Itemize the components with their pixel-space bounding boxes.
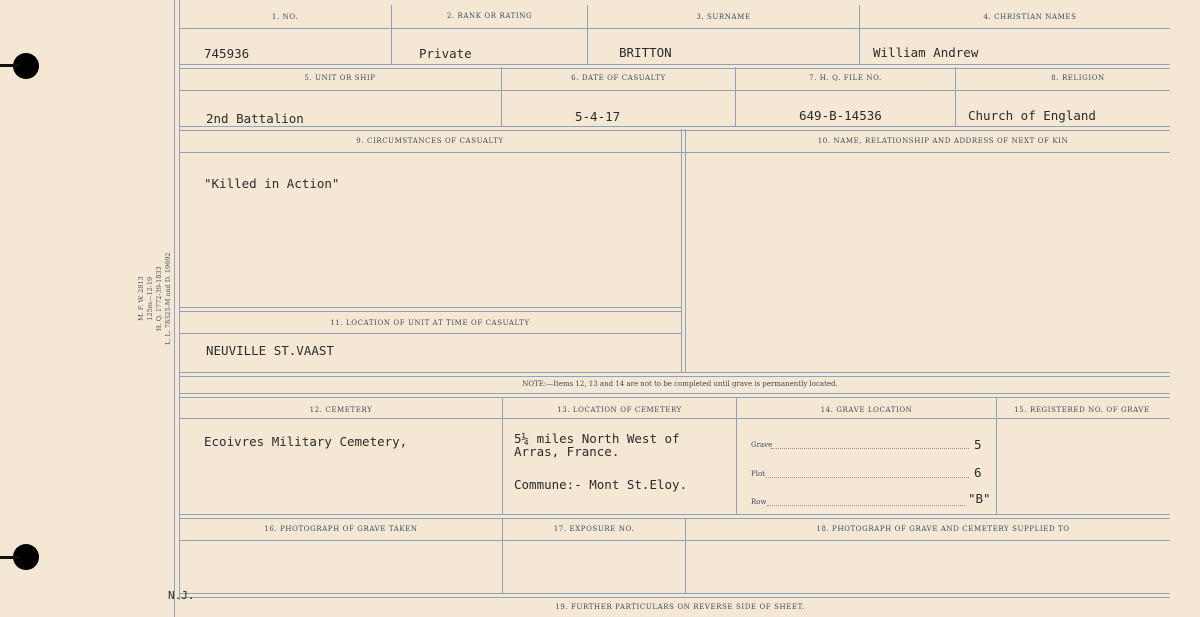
header-christian-names: 4. CHRISTIAN NAMES [983, 13, 1077, 21]
value-cemetery-loc-2: Arras, France. [514, 444, 620, 459]
plot-label: Plot [751, 470, 765, 478]
value-circumstances: "Killed in Action" [204, 176, 340, 191]
initials: N.J. [168, 589, 195, 602]
grave-label: Grave [751, 441, 773, 449]
value-number: 745936 [204, 46, 250, 61]
card-tab-bottom [0, 556, 20, 559]
header-date: 6. DATE OF CASUALTY [571, 74, 666, 82]
margin-line-2: 125m—12-19 [146, 276, 154, 321]
value-unit: 2nd Battalion [206, 111, 304, 126]
value-cemetery: Ecoivres Military Cemetery, [204, 434, 408, 449]
card-tab-top [0, 64, 20, 67]
margin-line-3: H. Q. 1772-39-1833 [155, 266, 163, 332]
header-grave-location: 14. GRAVE LOCATION [820, 406, 913, 414]
header-further-particulars: 19. FURTHER PARTICULARS ON REVERSE SIDE OF SHEET. [555, 603, 805, 611]
header-circumstances: 9. CIRCUMSTANCES OF CASUALTY [356, 137, 504, 145]
header-cemetery: 12. CEMETERY [309, 406, 373, 414]
header-unit: 5. UNIT OR SHIP [304, 74, 376, 82]
value-religion: Church of England [968, 108, 1096, 123]
header-religion: 8. RELIGION [1051, 74, 1105, 82]
value-commune: Commune:- Mont St.Eloy. [514, 477, 688, 492]
header-registered-no: 15. REGISTERED NO. OF GRAVE [1014, 406, 1150, 414]
value-grave: 5 [974, 437, 982, 452]
header-file-no: 7. H. Q. FILE NO. [809, 74, 882, 82]
value-row: "B" [968, 491, 991, 506]
row-label: Row [751, 498, 767, 506]
value-rank: Private [419, 46, 472, 61]
value-plot: 6 [974, 465, 982, 480]
value-christian-names: William Andrew [873, 45, 979, 60]
header-rank: 2. RANK OR RATING [446, 12, 533, 20]
value-surname: BRITTON [619, 45, 672, 60]
value-cemetery-loc-1: 5¼ miles North West of [514, 431, 680, 446]
value-file-no: 649-B-14536 [799, 108, 882, 123]
margin-line-1: M. F. W. 2813 [137, 276, 145, 322]
header-exposure-no: 17. EXPOSURE NO. [553, 525, 635, 533]
note-text: NOTE:—Items 12, 13 and 14 are not to be completed until grave is permanently located. [522, 380, 838, 388]
margin-print [137, 252, 173, 345]
header-location-unit: 11. LOCATION OF UNIT AT TIME OF CASUALTY [330, 319, 530, 327]
value-date: 5-4-17 [575, 109, 621, 124]
header-next-of-kin: 10. NAME, RELATIONSHIP AND ADDRESS OF NEXT OF KIN [817, 137, 1069, 145]
margin-line-4: L. L. 78325-M and D. 19692 [164, 252, 172, 345]
header-cemetery-location: 13. LOCATION OF CEMETERY [557, 406, 682, 414]
value-location-unit: NEUVILLE ST.VAAST [206, 343, 334, 358]
header-number: 1. NO. [271, 13, 299, 21]
header-photo-taken: 16. PHOTOGRAPH OF GRAVE TAKEN [264, 525, 418, 533]
header-surname: 3. SURNAME [696, 13, 751, 21]
header-photo-supplied: 18. PHOTOGRAPH OF GRAVE AND CEMETERY SUPPLIED TO [816, 525, 1070, 533]
